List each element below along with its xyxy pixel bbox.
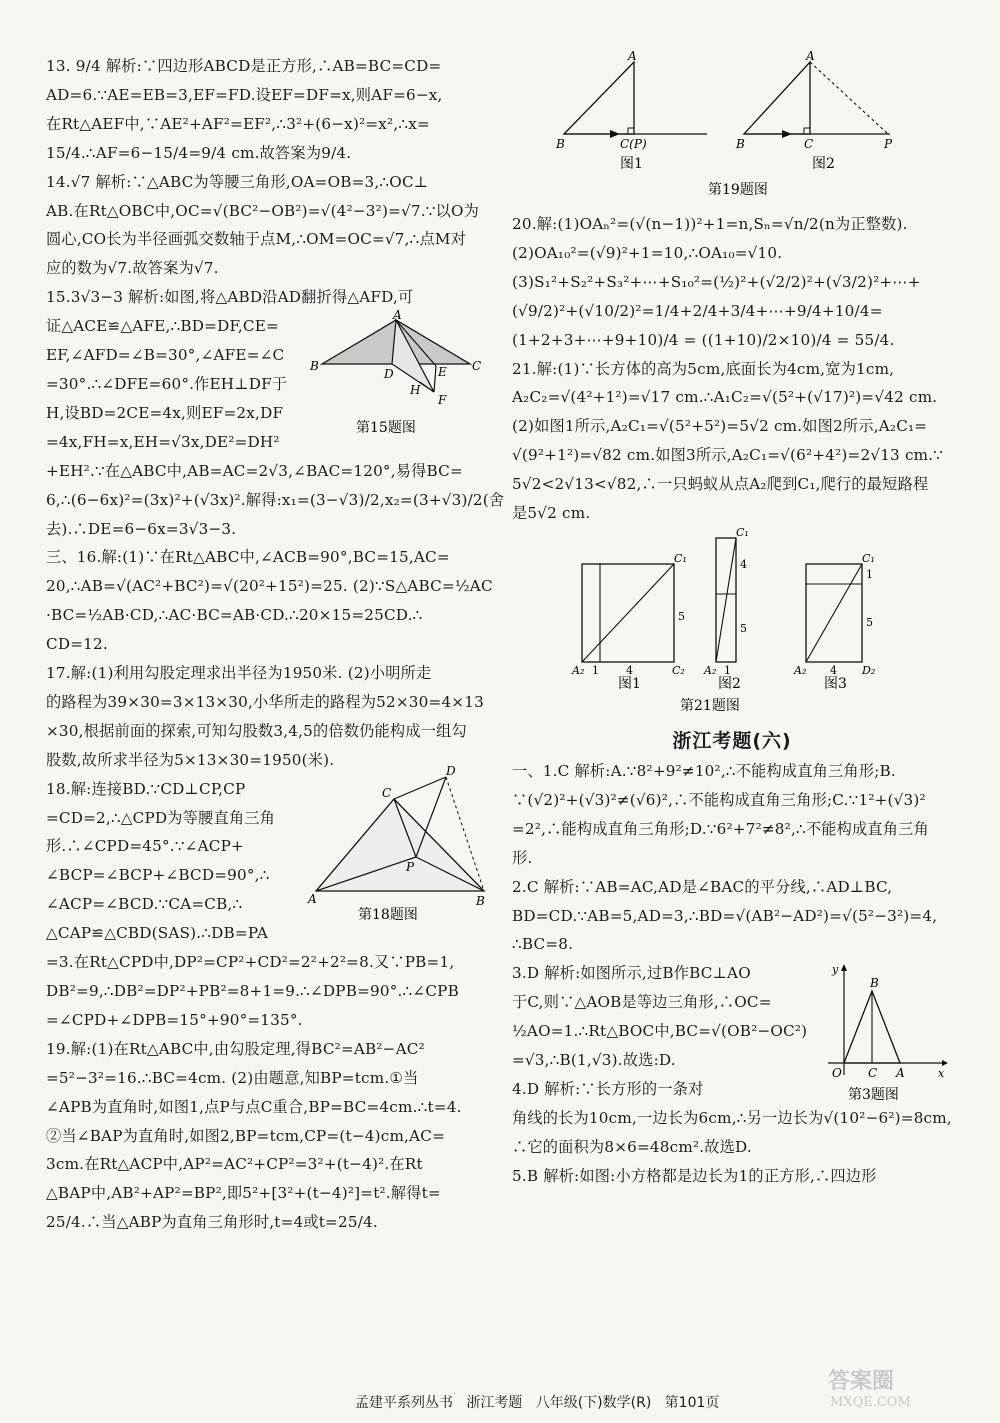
q19-diagrams xyxy=(512,49,952,210)
text-line: +EH².∵在△ABC中,AB=AC=2√3,∠BAC=120°,易得BC= xyxy=(46,461,463,480)
footer-series: 孟建平系列丛书 xyxy=(355,1395,453,1411)
q21-figure xyxy=(512,525,952,720)
footer-book: 浙江考题 xyxy=(466,1395,523,1411)
watermark-logo xyxy=(824,1364,994,1414)
svg-text:D₂: D₂ xyxy=(862,663,876,677)
text-line: △CAP≌△CBD(SAS).∴DB=PA xyxy=(46,924,269,943)
svg-text:B: B xyxy=(476,893,485,908)
q18-block xyxy=(46,763,485,948)
text-line: =4x,FH=x,EH=√3x,DE²=DH² xyxy=(46,432,280,451)
text-line: =3.在Rt△CPD中,DP²=CP²+CD²=2²+2²=8.又∵PB=1, xyxy=(46,953,455,972)
svg-text:A: A xyxy=(308,891,317,906)
q15-block xyxy=(46,308,482,457)
q3-figure xyxy=(818,963,948,1107)
text-line: 是5√2 cm. xyxy=(512,504,591,523)
text-line: 在Rt△AEF中,∵AE²+AF²=EF²,∴3²+(6−x)²=x²,∴x= xyxy=(46,114,430,133)
svg-text:A: A xyxy=(806,49,815,63)
q21-fig2-caption: 图2 xyxy=(718,675,741,692)
svg-text:A: A xyxy=(896,1066,905,1081)
text-line: ½AO=1.∴Rt△BOC中,BC=√(OB²−OC²) xyxy=(512,1022,808,1041)
text-line: 15/4.∴AF=6−15/4=9/4 cm.故答案为9/4. xyxy=(46,143,352,162)
text-line: 圆心,CO长为半径画弧交数轴于点M,∴OM=OC=√7,∴点M对 xyxy=(46,230,467,249)
svg-text:1: 1 xyxy=(724,663,731,677)
text-line: 形.∴∠CPD=45°.∵∠ACP+ xyxy=(46,837,244,856)
text-line: (1+2+3+⋯+9+10)/4 = ((1+10)/2×10)/4 = 55/4. xyxy=(512,330,895,349)
q19-figure xyxy=(512,49,952,210)
text-line: A₂C₂=√(4²+1²)=√17 cm.∴A₁C₂=√(5²+(√17)²)=√42 cm. xyxy=(512,388,938,407)
svg-text:4: 4 xyxy=(626,663,633,677)
section-title: 浙江考题(六) xyxy=(672,729,792,752)
svg-text:C: C xyxy=(382,785,392,800)
q19-fig1-caption: 图1 xyxy=(620,156,643,172)
svg-text:1: 1 xyxy=(592,663,599,677)
footer-grade: 八年级(下)数学(R) xyxy=(535,1395,652,1411)
text-line: ∴它的面积为8×6=48cm².故选D. xyxy=(512,1137,752,1156)
svg-text:C: C xyxy=(472,359,482,374)
q3-coordinate-diagram xyxy=(818,963,948,1103)
text-line: 角线的长为10cm,一边长为6cm,∴另一边长为√(10²−6²)=8cm, xyxy=(512,1108,952,1127)
svg-text:D: D xyxy=(384,367,394,382)
text-line: (2)OA₁₀²=(√9)²+1=10,∴OA₁₀=√10. xyxy=(512,243,783,262)
text-line: ∠ACP=∠BCD.∵CA=CB,∴ xyxy=(46,895,243,914)
svg-text:A₂: A₂ xyxy=(794,663,807,677)
text-line: 一、1.C 解析:A.∵8²+9²≠10²,∴不能构成直角三角形;B. xyxy=(512,761,896,780)
text-line: 3.D 解析:如图所示,过B作BC⊥AO xyxy=(512,964,751,983)
text-line: =CD=2,∴△CPD为等腰直角三角 xyxy=(46,808,276,827)
text-line: 25/4.∴当△ABP为直角三角形时,t=4或t=25/4. xyxy=(46,1213,378,1232)
text-line: 5.B 解析:如图:小方格都是边长为1的正方形,∴四边形 xyxy=(512,1166,877,1185)
svg-text:C: C xyxy=(868,1066,878,1081)
text-line: DB²=9,∴DB²=DP²+PB²=8+1=9.∴∠DPB=90°.∴∠CPB xyxy=(46,982,459,1000)
q18-caption: 第18题图 xyxy=(358,906,418,923)
text-line: EF,∠AFD=∠B=30°,∠AFE=∠C xyxy=(46,346,285,365)
text-line: △BAP中,AB²+AP²=BP²,即5²+[3²+(t−4)²]=t².解得t= xyxy=(46,1184,441,1203)
text-line: =∠CPD+∠DPB=15°+90°=135°. xyxy=(46,1010,303,1029)
text-line: ∠BCP=∠BCP+∠BCD=90°,∴ xyxy=(46,866,270,885)
svg-text:H: H xyxy=(410,383,421,398)
text-line: 20.解:(1)OAₙ²=(√(n−1))²+1=n,Sₙ=√n/2(n为正整数). xyxy=(512,215,908,233)
footer-text xyxy=(355,1392,719,1412)
q18-figure xyxy=(308,763,488,929)
footer-page-number: 第101页 xyxy=(664,1395,720,1411)
svg-text:A: A xyxy=(628,49,637,63)
text-line: ∵(√2)²+(√3)²≠(√6)²,∴不能构成直角三角形;C.∵1²+(√3)² xyxy=(512,790,926,809)
svg-text:A: A xyxy=(393,308,402,323)
q15-figure xyxy=(308,308,486,463)
svg-text:P: P xyxy=(406,859,415,874)
svg-text:MXQE.COM: MXQE.COM xyxy=(830,1395,911,1410)
svg-text:y: y xyxy=(832,963,839,977)
text-line: 于C,则∵△AOB是等边三角形,∴OC= xyxy=(512,993,772,1012)
q21-fig1-caption: 图1 xyxy=(618,675,641,692)
svg-text:F: F xyxy=(438,393,447,408)
text-line: 15.3√3−3 解析:如图,将△ABD沿AD翻折得△AFD,可 xyxy=(46,288,414,307)
text-line: 三、16.解:(1)∵在Rt△ABC中,∠ACB=90°,BC=15,AC= xyxy=(46,548,450,567)
svg-text:4: 4 xyxy=(740,557,747,571)
svg-text:5: 5 xyxy=(740,621,747,635)
text-line: CD=12. xyxy=(46,635,108,654)
text-line: 2.C 解析:∵AB=AC,AD是∠BAC的平分线,∴AD⊥BC, xyxy=(512,877,893,896)
svg-text:5: 5 xyxy=(678,609,685,623)
svg-text:P: P xyxy=(884,137,893,151)
svg-text:O: O xyxy=(832,1066,842,1081)
text-line: 14.√7 解析:∵△ABC为等腰三角形,OA=OB=3,∴OC⊥ xyxy=(46,172,429,191)
svg-text:x: x xyxy=(938,1067,945,1081)
text-line: =√3,∴B(1,√3).故选:D. xyxy=(512,1051,676,1070)
text-line: 18.解:连接BD.∵CD⊥CP,CP xyxy=(46,779,246,798)
text-line: H,设BD=2CE=4x,则EF=2x,DF xyxy=(46,403,284,422)
q3-block xyxy=(512,959,952,1104)
svg-text:E: E xyxy=(438,365,447,380)
svg-text:C(P): C(P) xyxy=(620,137,647,151)
text-line: 应的数为√7.故答案为√7. xyxy=(46,259,219,278)
text-line: 13. 9/4 解析:∵四边形ABCD是正方形,∴AB=BC=CD= xyxy=(46,57,442,75)
text-line: ×30,根据前面的探索,可知勾股数3,4,5的倍数仍能构成一组勾 xyxy=(46,721,467,740)
svg-text:5: 5 xyxy=(866,615,873,629)
text-line: (√9/2)²+(√10/2)²=1/4+2/4+3/4+⋯+9/4+10/4= xyxy=(512,301,883,320)
watermark-graphic xyxy=(824,1364,994,1410)
svg-text:C₁: C₁ xyxy=(736,525,749,539)
svg-text:答案圈: 答案圈 xyxy=(828,1368,895,1394)
text-line: =30°.∴∠DFE=60°.作EH⊥DF于 xyxy=(46,374,288,393)
text-line: =5²−3²=16.∴BC=4cm. (2)由题意,知BP=tcm.①当 xyxy=(46,1068,419,1087)
svg-text:A₂: A₂ xyxy=(572,663,585,677)
text-line: 股数,故所求半径为5×13×30=1950(米). xyxy=(46,750,335,769)
text-line: 的路程为39×30=3×13×30,小华所走的路程为52×30=4×13 xyxy=(46,692,484,711)
svg-text:C₂: C₂ xyxy=(672,663,685,677)
text-line: (3)S₁²+S₂²+S₃²+⋯+S₁₀²=(½)²+(√2/2)²+(√3/2)²+⋯+ xyxy=(512,272,921,291)
text-line: 3cm.在Rt△ACP中,AP²=AC²+CP²=3²+(t−4)².在Rt xyxy=(46,1155,423,1174)
svg-text:B: B xyxy=(870,976,879,991)
q15-triangle-diagram xyxy=(308,308,486,459)
q21-caption: 第21题图 xyxy=(680,697,740,714)
right-column xyxy=(512,49,952,1191)
text-line: ②当∠BAP为直角时,如图2,BP=tcm,CP=(t−4)cm,AC= xyxy=(46,1126,445,1145)
text-line: 21.解:(1)∵长方体的高为5cm,底面长为4cm,宽为1cm, xyxy=(512,359,895,378)
svg-text:1: 1 xyxy=(866,567,873,581)
text-line: AD=6.∵AE=EB=3,EF=FD.设EF=DF=x,则AF=6−x, xyxy=(46,85,443,104)
text-line: 去).∴DE=6−6x=3√3−3. xyxy=(46,519,237,538)
text-line: ·BC=½AB·CD,∴AC·BC=AB·CD.∴20×15=25CD.∴ xyxy=(46,606,423,625)
text-line: 证△ACE≌△AFE,∴BD=DF,CE= xyxy=(46,317,279,336)
text-line: (2)如图1所示,A₂C₁=√(5²+5²)=5√2 cm.如图2所示,A₂C₁= xyxy=(512,417,928,436)
text-line: 6,∴(6−6x)²=(3x)²+(√3x)².解得:x₁=(3−√3)/2,x₂=(3+√3)/2(舍 xyxy=(46,490,505,509)
svg-text:A₂: A₂ xyxy=(704,663,717,677)
text-line: ∠APB为直角时,如图1,点P与点C重合,BP=BC=4cm.∴t=4. xyxy=(46,1097,462,1116)
text-line: 17.解:(1)利用勾股定理求出半径为1950米. (2)小明所走 xyxy=(46,664,432,683)
q18-triangle-diagram xyxy=(308,763,488,925)
text-line: 5√2<2√13<√82,∴一只蚂蚁从点A₂爬到C₁,爬行的最短路程 xyxy=(512,475,929,494)
q15-caption: 第15题图 xyxy=(356,420,416,437)
svg-text:4: 4 xyxy=(830,663,837,677)
text-line: 20,∴AB=√(AC²+BC²)=√(20²+15²)=25. (2)∵S△ABC=½AC xyxy=(46,577,493,596)
text-line: 19.解:(1)在Rt△ABC中,由勾股定理,得BC²=AB²−AC² xyxy=(46,1039,425,1058)
svg-text:C: C xyxy=(804,137,814,151)
svg-text:C₁: C₁ xyxy=(674,551,687,565)
svg-text:C₁: C₁ xyxy=(862,551,875,565)
q19-fig2-caption: 图2 xyxy=(812,156,835,172)
svg-text:B: B xyxy=(310,359,319,374)
left-column xyxy=(46,52,505,1237)
svg-text:B: B xyxy=(556,137,565,151)
text-line: √(9²+1²)=√82 cm.如图3所示,A₂C₁=√(6²+4²)=2√13 cm.∵ xyxy=(512,446,944,465)
svg-text:B: B xyxy=(736,137,745,151)
q21-fig3-caption: 图3 xyxy=(824,675,847,692)
text-line: BD=CD.∵AB=5,AD=3,∴BD=√(AB²−AD²)=√(5²−3²)=4, xyxy=(512,906,938,925)
q19-caption: 第19题图 xyxy=(708,182,768,198)
svg-text:D: D xyxy=(446,763,456,778)
q21-box-diagrams xyxy=(512,525,952,720)
page-footer xyxy=(0,1368,1000,1418)
text-line: AB.在Rt△OBC中,OC=√(BC²−OB²)=√(4²−3²)=√7.∵以O为 xyxy=(46,201,480,220)
text-line: 形. xyxy=(512,848,533,867)
text-line: =2²,∴能构成直角三角形;D.∵6²+7²≠8²,∴不能构成直角三角 xyxy=(512,819,929,838)
text-line: 4.D 解析:∵长方形的一条对 xyxy=(512,1079,704,1098)
text-line: ∴BC=8. xyxy=(512,935,574,954)
q3-caption: 第3题图 xyxy=(848,1087,899,1104)
